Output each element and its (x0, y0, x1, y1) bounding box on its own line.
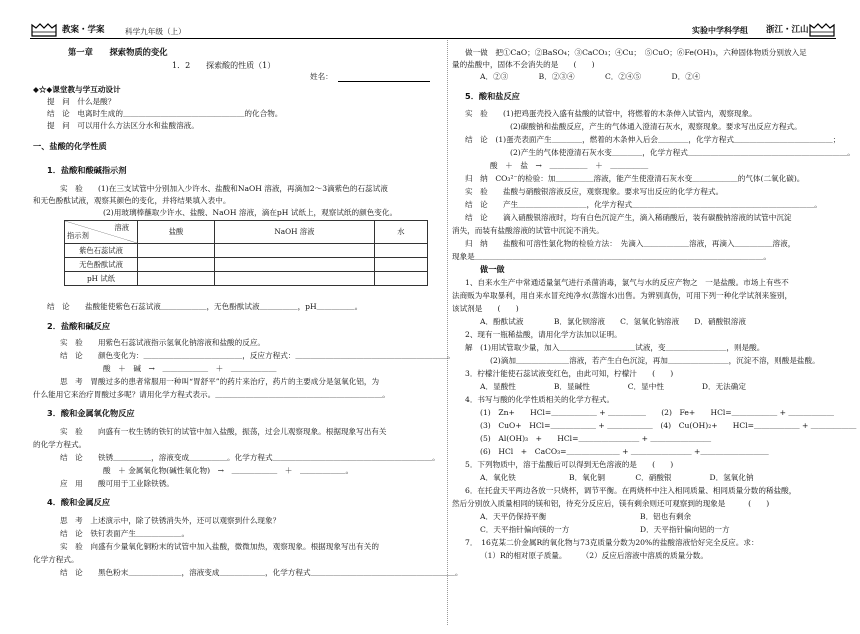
experiment-4a: 实 验 向盛有少量氧化铜粉末的试管中加入盐酸，微微加热，观察现象。根据现象写出有关的 (60, 542, 379, 551)
conclusion-5c: 酸 ＋ 盐 → ＿＿＿＿＿ ＋ ＿＿＿＿＿ (490, 161, 649, 170)
think-4: 思 考 上述演示中，除了铁锈消失外，还可以观察到什么现象？ (60, 516, 281, 525)
question-6-option-b: B．铝也有剩余 (640, 512, 692, 521)
header-right-school: 实验中学科学组 (692, 25, 748, 35)
experiment-4b: 化学方程式。 (33, 555, 79, 564)
question-7b: （1）R的相对原子质量。 （2）反应后溶液中溶质的质量分数。 (480, 551, 708, 560)
header-rule (30, 38, 836, 39)
question-5: 5．下列物质中，溶于盐酸后可以得到无色溶液的是 ( ) (465, 460, 674, 469)
lesson-title: 1．2 探索酸的性质（1） (172, 61, 276, 70)
chapter-title: 第一章 探索物质的变化 (68, 47, 168, 57)
experiment-3a: 实 验 向盛有一枚生锈的铁钉的试管中加入盐酸，振荡，过会儿观察现象。根据现象写出有关 (60, 427, 387, 436)
header-right-logo (808, 22, 836, 38)
table-row: 无色酚酞试液 (65, 258, 428, 272)
question-4-eq12: (1) Zn+ HCl=＿＿＿＿＿＿ + ＿＿＿＿＿ (2) Fe+ HCl=＿＿＿＿＿＿ + ＿＿＿＿＿＿ (480, 408, 834, 417)
experiment-6: 实 验 盐酸与硝酸银溶液反应，观察现象。要求写出反应的化学方程式。 (465, 187, 724, 196)
question-3-options: A．显酸性 B．显碱性 C．显中性 D．无法确定 (480, 382, 746, 391)
question-1-options: A．酚酞试液 B．氯化钡溶液 C．氢氧化钠溶液 D．硝酸银溶液 (480, 317, 746, 326)
conclusion-4a: 结 论 铁钉表面产生＿＿＿＿＿＿。 (60, 529, 190, 538)
name-label: 姓名： (310, 72, 333, 81)
question-1c: 该试剂是 ( ) (452, 304, 519, 313)
question-4-eq34: (3) CuO+ HCl=＿＿＿＿＿＿ + ＿＿＿＿＿＿ (4) Cu(OH)₂+ HCl=＿＿＿＿＿＿ + ＿＿＿＿＿＿ (480, 421, 857, 430)
question-2a: 解 (1)用试管取少量，加入＿＿＿＿＿＿＿＿＿＿试液，变＿＿＿＿＿＿＿＿，则是酸。 (465, 343, 765, 352)
conclusion-2a: 结 论 颜色变化为：＿＿＿＿＿＿＿＿＿＿＿＿＿，反应方程式：＿＿＿＿＿＿＿＿＿＿＿＿＿＿＿＿＿＿＿＿。 (60, 351, 455, 360)
experiment-1b: 和无色酚酞试液，观察其颜色的变化，并将结果填入表中。 (33, 196, 231, 205)
question-6-option-c: C．天平指针偏向镁的一方 (480, 525, 570, 534)
header-left-logo (30, 22, 58, 38)
subsection-1-2: 2．盐酸和碱反应 (47, 321, 111, 331)
summary-co3: 归 纳 CO₃²⁻的检验：加＿＿＿＿＿溶液，能产生使澄清石灰水变＿＿＿＿＿＿的气体(二氧化碳)。 (465, 174, 805, 183)
table-header: NaOH 溶液 (214, 221, 374, 244)
conclusion-6a: 结 论 产生＿＿＿＿＿＿＿＿＿，化学方程式＿＿＿＿＿＿＿＿＿＿＿＿＿＿＿＿＿＿＿＿＿＿＿＿。 (465, 200, 822, 209)
experiment-1c: (2)用玻璃棒蘸取少许水、盐酸、NaOH 溶液，滴在pH 试纸上，观察试纸的颜色变化。 (103, 208, 398, 217)
header-left-title: 教案・学案 (62, 25, 105, 35)
conclusion-indicator: 结 论 盐酸能使紫色石蕊试液＿＿＿＿＿＿，无色酚酞试液＿＿＿＿＿，pH＿＿＿＿＿。 (47, 302, 363, 311)
question-4-eq6: (6) HCl + CaCO₃=＿＿＿＿＿＿＿ + ＿＿＿＿＿＿＿＿ +＿＿＿＿＿＿＿＿＿ (480, 447, 769, 456)
conclusion-2b: 酸 ＋ 碱 → ＿＿＿＿＿＿ ＋ ＿＿＿＿＿＿ (103, 364, 277, 373)
subsection-1-1: 1．盐酸和酸碱指示剂 (47, 165, 127, 175)
question-6-option-d: D．天平指针偏向铝的一方 (640, 525, 730, 534)
table-corner: 溶液 指示剂 (65, 221, 138, 244)
section-1-title: 一、盐酸的化学性质 (33, 141, 107, 151)
tryit-1b: 量的盐酸中，固体不会消失的是 ( ) (452, 60, 595, 69)
experiment-2: 实 验 用紫色石蕊试液指示氢氧化钠溶液和盐酸的反应。 (60, 338, 266, 347)
experiment-5a: 实 验 (1)把鸡蛋壳投入盛有盐酸的试管中，将燃着的木条伸入试管内，观察现象。 (465, 109, 757, 118)
question-7a: 7． 16克某二价金属R的氧化物与73克质量分数为20%的盐酸溶液恰好完全反应。求： (465, 538, 759, 547)
conclusion-5a: 结 论 (1)蛋壳表面产生＿＿＿＿，燃着的木条伸入后会＿＿＿＿，化学方程式＿＿＿＿＿＿＿＿＿＿＿＿＿； (465, 135, 841, 144)
experiment-5b: (2)碳酸钠和盐酸反应，产生的气体通入澄清石灰水，观察现象。要求写出反应方程式。 (510, 122, 802, 131)
question-6b: 然后分别放入质量相同的镁和铝，待充分反应后，镁有剩余则还可观察到的现象是 ( ) (452, 499, 770, 508)
header-left-sub: 科学九年级（上） (125, 27, 186, 36)
conclusion-5b: (2)产生的气体使澄清石灰水变＿＿＿＿，化学方程式＿＿＿＿＿＿＿＿＿＿＿＿＿＿＿＿＿＿＿＿＿。 (510, 148, 855, 157)
summary-chloride-a: 归 纳 盐酸和可溶性氯化物的检验方法： 先滴入＿＿＿＿＿＿溶液，再滴入＿＿＿＿＿溶液， (465, 239, 796, 248)
conclusion-6b: 结 论 滴入硝酸银溶液时，均有白色沉淀产生，滴入稀硝酸后，装有碳酸钠溶液的试管中沉淀 (465, 213, 792, 222)
question-1a: 1、自来水生产中常通适量氯气进行杀菌消毒，氯气与水的反应产物之 一是盐酸。市场上有些不 (465, 278, 789, 287)
tryit-1a: 做一做 把①CaO；②BaSO₄；③CaCO₃；④Cu； ⑤CuO；⑥Fe(OH)₃，六种固体物质分别放入足 (465, 48, 807, 57)
column-divider (447, 40, 448, 625)
question-6a: 6．在托盘天平两边各放一只烧杯，调节平衡。在两烧杯中注入相同质量、相同质量分数的稀盐酸， (465, 486, 797, 495)
question-5-options: A．氧化铁 B．氧化铜 C．硝酸银 D．氢氧化钠 (480, 473, 754, 482)
conclusion-3b: 酸 ＋ 金属氧化物(碱性氧化物) → ＿＿＿＿＿＿ ＋ ＿＿＿＿＿＿。 (103, 466, 354, 475)
conclusion-acid: 结 论 电离时生成的＿＿＿＿＿＿＿＿＿＿＿＿＿＿＿＿的化合物。 (47, 109, 283, 118)
think-2b: 什么能用它来治疗胃酸过多呢？请用化学方程式表示。＿＿＿＿＿＿＿＿＿＿＿＿＿＿＿＿＿＿＿＿＿＿。 (33, 390, 390, 399)
question-1b: 法商贩为牟取暴利，用自来水冒充纯净水(蒸馏水)出售。为辨别真伪，可用下列一种化学试剂来鉴别， (452, 291, 793, 300)
question-4: 4．书写与酸的化学性质相关的化学方程式。 (465, 395, 615, 404)
table-row: 紫色石蕊试液 (65, 244, 428, 258)
section-5-title: 5．酸和盐反应 (465, 91, 520, 101)
indicator-table (64, 220, 428, 286)
table-header: 水 (374, 221, 427, 244)
question-acid: 提 问 什么是酸？ (47, 97, 116, 106)
tryit-2-title: 做一做 (480, 264, 505, 274)
design-title: ◆☆◆课堂教与学互动设计 (33, 85, 121, 94)
name-blank (338, 81, 430, 82)
think-2a: 思 考 胃酸过多的患者常服用一种叫“胃舒平”的药片来治疗，药片的主要成分是氢氧化铝，为 (60, 377, 380, 386)
experiment-3b: 的化学方程式。 (33, 440, 87, 449)
tryit-1-options: A．②③ B．②③④ C．②④⑤ D．②④ (480, 72, 701, 81)
question-distinguish: 提 问 可以用什么方法区分水和盐酸溶液。 (47, 121, 199, 130)
table-row: pH 试纸 (65, 272, 428, 286)
question-2: 2、现有一瓶稀盐酸，请用化学方法加以证明。 (465, 330, 622, 339)
subsection-1-3: 3．酸和金属氧化物反应 (47, 408, 135, 418)
subsection-1-4: 4．酸和金属反应 (47, 497, 111, 507)
question-6-option-a: A．天平仍保持平衡 (480, 512, 547, 521)
summary-chloride-b: 现象是＿＿＿＿＿＿＿＿＿＿＿＿＿＿＿＿＿＿＿＿＿＿＿＿＿＿＿＿＿＿＿＿＿＿＿＿＿＿。 (452, 252, 771, 261)
conclusion-6c: 消失，而装有盐酸溶液的试管中沉淀不消失。 (452, 226, 604, 235)
question-4-eq5: (5) Al(OH)₃ + HCl=＿＿＿＿＿＿＿＿ + ＿＿＿＿＿＿＿＿ (480, 434, 712, 443)
application-3: 应 用 酸可用于工业除铁锈。 (60, 479, 174, 488)
conclusion-4b: 结 论 黑色粉末＿＿＿＿＿＿＿，溶液变成＿＿＿＿＿＿，化学方程式＿＿＿＿＿＿＿＿＿＿＿＿＿＿＿＿＿＿＿。 (60, 568, 463, 577)
question-2b: (2)滴加＿＿＿＿＿＿＿溶液，若产生白色沉淀，再加＿＿＿＿＿＿＿＿，沉淀不溶，则酸是盐酸。 (490, 356, 820, 365)
table-header: 盐酸 (138, 221, 215, 244)
experiment-1a: 实 验 (1)在三支试管中分别加入少许水、盐酸和NaOH 溶液，再滴加2～3滴紫色的石蕊试液 (60, 184, 388, 193)
header-right-place: 浙江・江山 (766, 25, 809, 35)
question-3: 3．柠檬汁能使石蕊试液变红色，由此可知，柠檬汁 ( ) (465, 369, 674, 378)
conclusion-3a: 结 论 铁锈＿＿＿＿＿，溶液变成＿＿＿＿＿。化学方程式＿＿＿＿＿＿＿＿＿＿＿＿＿＿＿＿＿＿＿＿＿。 (60, 453, 440, 462)
